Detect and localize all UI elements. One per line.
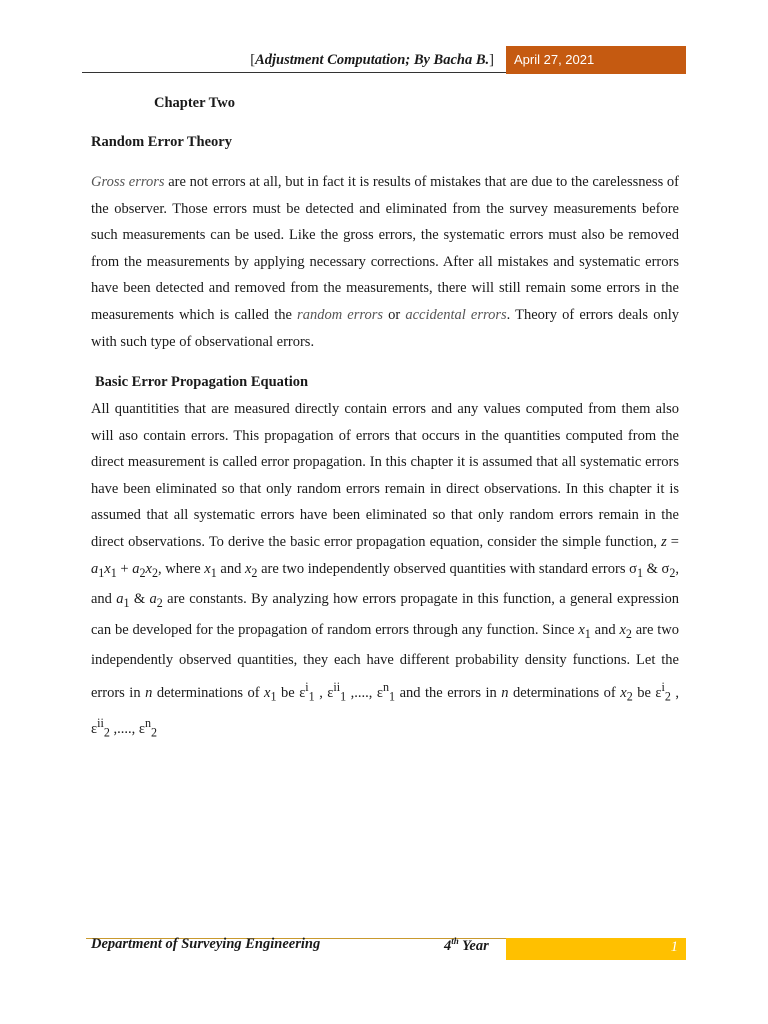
subsection-title: Basic Error Propagation Equation — [95, 374, 309, 390]
paragraph-random-error-theory: Gross errors are not errors at all, but in fact it is results of mistakes that are due to the carelessness of the observer. Those errors must be detected and eliminated from the survey measurements before such measurements can be used. Like the gross errors, the systematic errors must also be removed from the measurements by applying necessary corrections. After all mistakes and systematic errors have been detected and removed from the measurements, there will still remain some errors in the measurements which is called the random errors or accidental errors. Theory of errors deals only with such type of observational errors. — [91, 174, 679, 350]
header-title: [Adjustment Computation; By Bacha B.] — [250, 52, 494, 68]
footer-page-box — [506, 938, 686, 960]
header-title-text: Adjustment Computation; By Bacha B. — [255, 52, 490, 68]
page-number: 1 — [670, 939, 678, 955]
equation-z: z — [661, 533, 667, 550]
header-rule — [82, 72, 506, 73]
chapter-title: Chapter Two — [154, 95, 235, 111]
footer-year: 4th Year — [444, 936, 489, 954]
footer-department: Department of Surveying Engineering — [91, 936, 321, 952]
header-date: April 27, 2021 — [506, 46, 686, 74]
section-title: Random Error Theory — [91, 134, 232, 150]
paragraph-error-propagation: All quantitities that are measured directly contain errors and any values computed from them also will aso contain errors. This propagation of errors that occurs in the quantities computed from the direct measurement is called error propagation. In this chapter it is assumed that all systematic errors have been eliminated so that only random errors remain in direct observations. In this chapter it is assumed that all systematic errors have been eliminated so that only random errors remain in the direct observations. To derive the basic error propagation equation, consider the simple function, $z = a_1x_1 + a_2x_2$, where $x_1$ and $x_2$ are two independently observed quantities with standard errors $\sigma_1$ & $\sigma_2$, and $a_1$ & $a_2$ are constants. By analyzing how errors propagate in this function, a general expression can be developed for the propagation of random errors through any function. Since $x_1$ and $x_2$ are two independently observed quantities, they each have different probability density functions. Let the errors in n determinations of $x_1$ be $\varepsilon^i_1$ , $\varepsilon^{ii}_1$ ,...., $\varepsilon^n_1$ and the errors in n determinations of $x_2$ be $\varepsilon^i_2$ , $\varepsilon^{ii}_2$ ,...., $\varepsilon^n_2$ — [91, 401, 680, 740]
